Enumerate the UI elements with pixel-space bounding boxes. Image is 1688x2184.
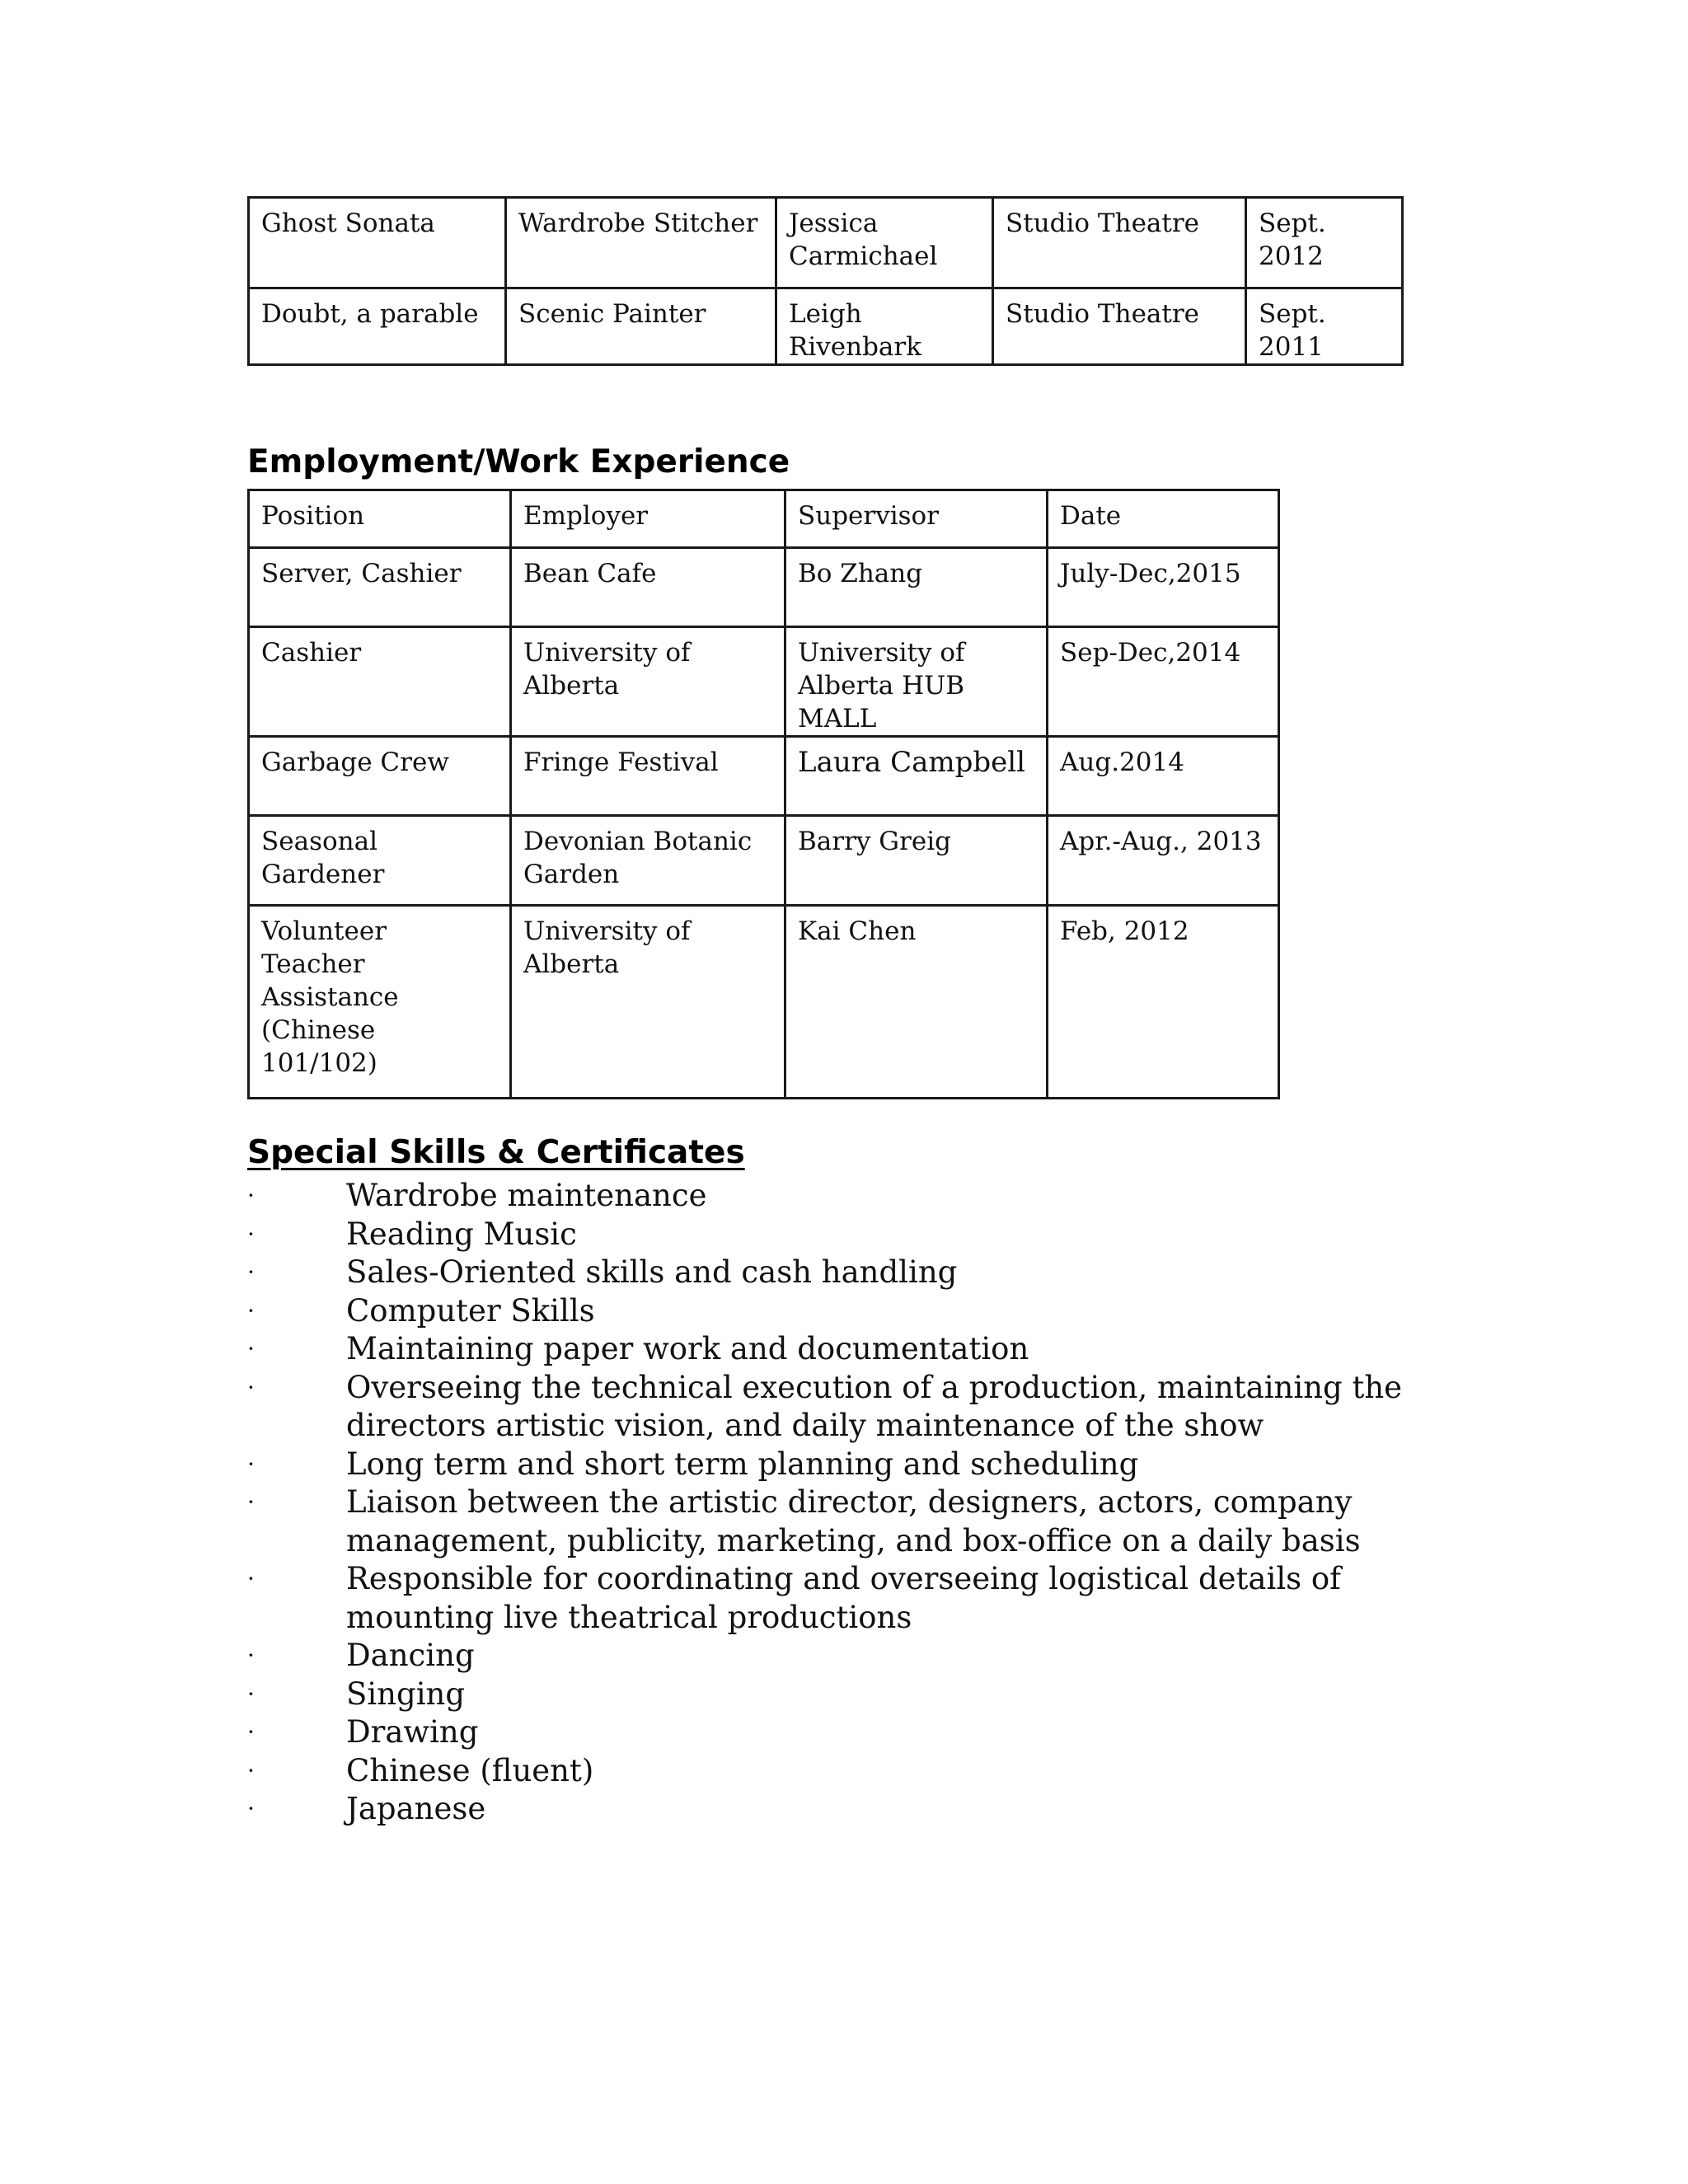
table-row (249, 816, 1279, 906)
column-header-position: Position (249, 490, 511, 548)
date-cell: Sep-Dec,2014 (1048, 627, 1279, 737)
production-date-cell: Sept. 2011 (1246, 288, 1403, 365)
bullet-icon: · (247, 1488, 255, 1516)
employment-heading: Employment/Work Experience (247, 443, 790, 480)
employer-cell: Bean Cafe (511, 548, 785, 627)
column-header-supervisor: Supervisor (785, 490, 1048, 548)
bullet-icon: · (247, 1795, 255, 1822)
skill-text: Overseeing the technical execution of a production, maintaining the directors artistic vision, and daily maintenance of the show (346, 1369, 1403, 1443)
skill-text: Reading Music (346, 1216, 577, 1252)
list-item (247, 1483, 1442, 1560)
supervisor-cell: Bo Zhang (785, 548, 1048, 627)
supervisor-cell: Kai Chen (785, 906, 1048, 1099)
bullet-icon: · (247, 1680, 255, 1708)
skill-text: Maintaining paper work and documentation (346, 1331, 1029, 1366)
production-credits-table (247, 196, 1404, 366)
production-director-cell: Leigh Rivenbark (776, 288, 993, 365)
skill-text: Singing (346, 1675, 466, 1712)
skill-text: Sales-Oriented skills and cash handling (346, 1254, 958, 1290)
position-cell: Volunteer Teacher Assistance (Chinese 101/102) (249, 906, 511, 1099)
production-role-cell: Scenic Painter (506, 288, 776, 365)
bullet-icon: · (247, 1756, 255, 1784)
position-cell: Server, Cashier (249, 548, 511, 627)
position-cell: Garbage Crew (249, 737, 511, 816)
production-venue-cell: Studio Theatre (993, 288, 1246, 365)
supervisor-cell: Barry Greig (785, 816, 1048, 906)
employer-cell: University of Alberta (511, 627, 785, 737)
list-item (247, 1292, 1442, 1331)
list-item (247, 1446, 1442, 1484)
list-item (247, 1790, 1442, 1829)
bullet-icon: · (247, 1642, 255, 1669)
list-item (247, 1637, 1442, 1675)
bullet-icon: · (247, 1258, 255, 1286)
bullet-icon: · (247, 1296, 255, 1324)
bullet-icon: · (247, 1450, 255, 1478)
bullet-icon: · (247, 1373, 255, 1401)
table-row (249, 548, 1279, 627)
date-cell: Feb, 2012 (1048, 906, 1279, 1099)
skill-text: Chinese (fluent) (346, 1752, 594, 1788)
bullet-icon: · (247, 1335, 255, 1362)
position-cell: Cashier (249, 627, 511, 737)
table-row (249, 906, 1279, 1099)
position-cell: Seasonal Gardener (249, 816, 511, 906)
skill-text: Wardrobe maintenance (346, 1178, 707, 1213)
skill-text: Dancing (346, 1638, 475, 1673)
table-header-row (249, 490, 1279, 548)
skill-text: Liaison between the artistic director, designers, actors, company management, publicity, marketing, and box-office on a daily basis (346, 1484, 1361, 1558)
employment-table (247, 489, 1280, 1099)
table-row (249, 737, 1279, 816)
list-item (247, 1675, 1442, 1714)
table-row (249, 627, 1279, 737)
list-item (247, 1369, 1442, 1446)
table-row (249, 198, 1403, 288)
supervisor-cell: University of Alberta HUB MALL (785, 627, 1048, 737)
table-row (249, 288, 1403, 365)
employer-cell: University of Alberta (511, 906, 785, 1099)
column-header-date: Date (1048, 490, 1279, 548)
date-cell: July-Dec,2015 (1048, 548, 1279, 627)
date-cell: Aug.2014 (1048, 737, 1279, 816)
production-role-cell: Wardrobe Stitcher (506, 198, 776, 288)
skill-text: Computer Skills (346, 1292, 595, 1329)
skills-list (247, 1177, 1442, 1829)
production-director-cell: Jessica Carmichael (776, 198, 993, 288)
bullet-icon: · (247, 1565, 255, 1592)
column-header-employer: Employer (511, 490, 785, 548)
list-item (247, 1216, 1442, 1254)
list-item (247, 1254, 1442, 1292)
skill-text: Responsible for coordinating and overseeing logistical details of mounting live theatrical productions (346, 1561, 1341, 1635)
skill-text: Long term and short term planning and scheduling (346, 1446, 1139, 1482)
skill-text: Drawing (346, 1714, 479, 1750)
list-item (247, 1330, 1442, 1369)
skills-heading: Special Skills & Certificates (247, 1134, 745, 1171)
bullet-icon: · (247, 1220, 255, 1248)
supervisor-cell: Laura Campbell (785, 737, 1048, 816)
production-title-cell: Doubt, a parable (249, 288, 506, 365)
skill-text: Japanese (346, 1791, 486, 1826)
production-date-cell: Sept. 2012 (1246, 198, 1403, 288)
bullet-icon: · (247, 1182, 255, 1209)
production-venue-cell: Studio Theatre (993, 198, 1246, 288)
list-item (247, 1752, 1442, 1791)
employer-cell: Devonian Botanic Garden (511, 816, 785, 906)
bullet-icon: · (247, 1718, 255, 1746)
list-item (247, 1560, 1442, 1637)
list-item (247, 1177, 1442, 1216)
employer-cell: Fringe Festival (511, 737, 785, 816)
date-cell: Apr.-Aug., 2013 (1048, 816, 1279, 906)
production-title-cell: Ghost Sonata (249, 198, 506, 288)
list-item (247, 1713, 1442, 1752)
